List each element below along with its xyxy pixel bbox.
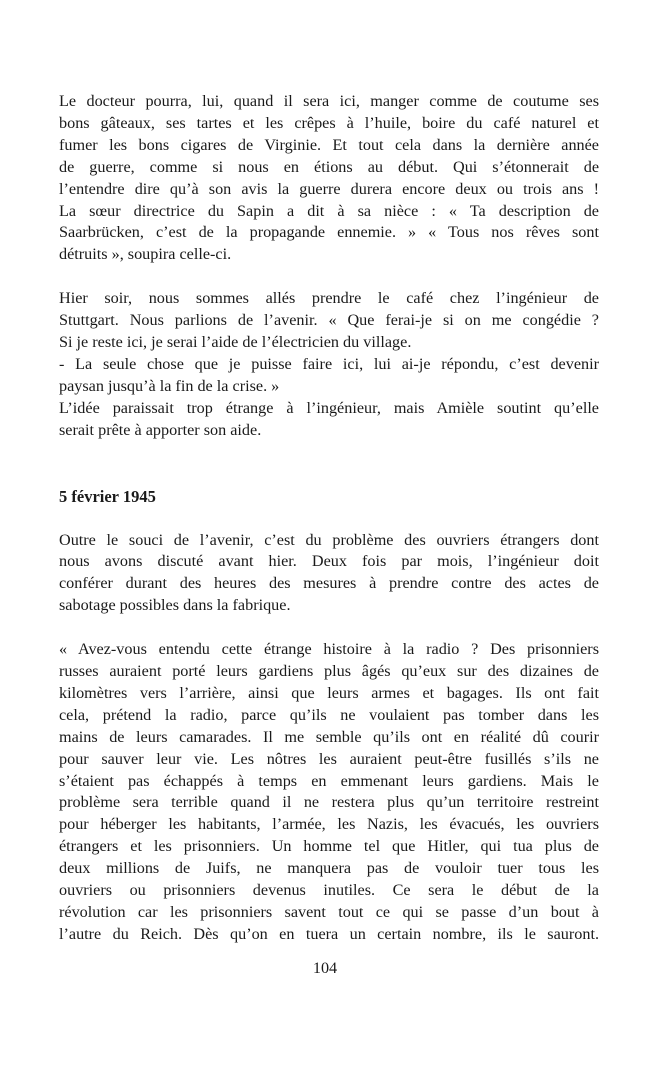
text-line: étrangers et les prisonniers. Un homme tel que Hitler, qui tua plus de [59,837,599,856]
text-line: l’autre du Reich. Dès qu’on en tuera un certain nombre, ils le sauront. [59,924,599,943]
text-line: - La seule chose que je puisse faire ici, lui ai-je répondu, c’est devenir [59,354,599,373]
text-line: Saarbrücken, c’est de la propagande ennemie. » « Tous nos rêves sont [59,223,599,242]
text-line: pour sauver leur vie. Les nôtres les auraient peut-être fusillés s’ils ne [59,749,599,768]
text-line: sabotage possibles dans la fabrique. [59,596,291,615]
text-line: La sœur directrice du Sapin a dit à sa nièce : « Ta description de [59,201,599,220]
date-heading: 5 février 1945 [59,486,156,506]
text-line: bons gâteaux, ses tartes et les crêpes à l’huile, boire du café naturel et [59,113,599,132]
text-line: Le docteur pourra, lui, quand il sera ici, manger comme de coutume ses [59,92,599,110]
text-line: s’étaient pas échappés à temps en emmenant leurs gardiens. Mais le [59,771,599,790]
text-line: Hier soir, nous sommes allés prendre le café chez l’ingénieur de [59,289,599,308]
text-line: ouvriers ou prisonniers devenus inutiles. Ce sera le début de la [59,881,599,900]
text-line: fumer les bons cigares de Virginie. Et tout cela dans la dernière année [59,135,599,154]
heading-gap [59,508,599,530]
text-line: kilomètres vers l’arrière, ainsi que leurs armes et bagages. Ils ont fait [59,683,599,702]
paragraph-3 [59,530,599,618]
text-line: de guerre, comme si nous en étions au début. Qui s’étonnerait de [59,157,599,176]
text-line: détruits », soupira celle-ci. [59,245,232,264]
page-number: 104 [312,959,338,977]
text-line: mains de leurs camarades. Il me semble qu’ils ont en réalité dû courir [59,727,599,746]
text-line: révolution car les prisonniers savent tout ce qui se passe d’un bout à [59,903,599,921]
paragraph-2 [59,288,599,441]
text-line: l’entendre dire qu’à son avis la guerre durera encore deux ou trois ans ! [59,179,599,198]
page-body [59,91,599,946]
text-line: Outre le souci de l’avenir, c’est du problème des ouvriers étrangers dont [59,530,599,549]
text-line: problème sera terrible quand il ne restera plus qu’un territoire restreint [59,793,599,812]
text-line: russes auraient porté leurs gardiens plus âgés qu’eux sur des dizaines de [59,662,599,681]
text-line: deux millions de Juifs, ne manquera pas de vouloir tuer tous les [59,859,599,878]
text-line: Si je reste ici, je serai l’aide de l’électricien du village. [59,333,412,352]
text-line: « Avez-vous entendu cette étrange histoire à la radio ? Des prisonniers [59,640,599,659]
paragraph-1 [59,91,599,266]
text-line: serait prête à apporter son aide. [59,420,262,439]
paragraph-4 [59,639,599,946]
paragraph-gap [59,266,599,288]
text-line: L’idée paraissait trop étrange à l’ingénieur, mais Amièle soutint qu’elle [59,398,599,417]
text-line: paysan jusqu’à la fin de la crise. » [59,376,280,395]
text-line: pour héberger les habitants, l’armée, les Nazis, les évacués, les ouvriers [59,815,599,834]
text-line: Stuttgart. Nous parlions de l’avenir. « Que ferai-je si on me congédie ? [59,311,599,330]
section-gap [59,442,599,486]
text-line: nous avons discuté avant hier. Deux fois par mois, l’ingénieur doit [59,552,599,571]
text-line: conférer durant des heures des mesures à prendre contre des actes de [59,574,599,593]
text-line: cela, prétend la radio, parce qu’ils ne voulaient pas tomber dans les [59,705,599,724]
paragraph-gap [59,617,599,639]
